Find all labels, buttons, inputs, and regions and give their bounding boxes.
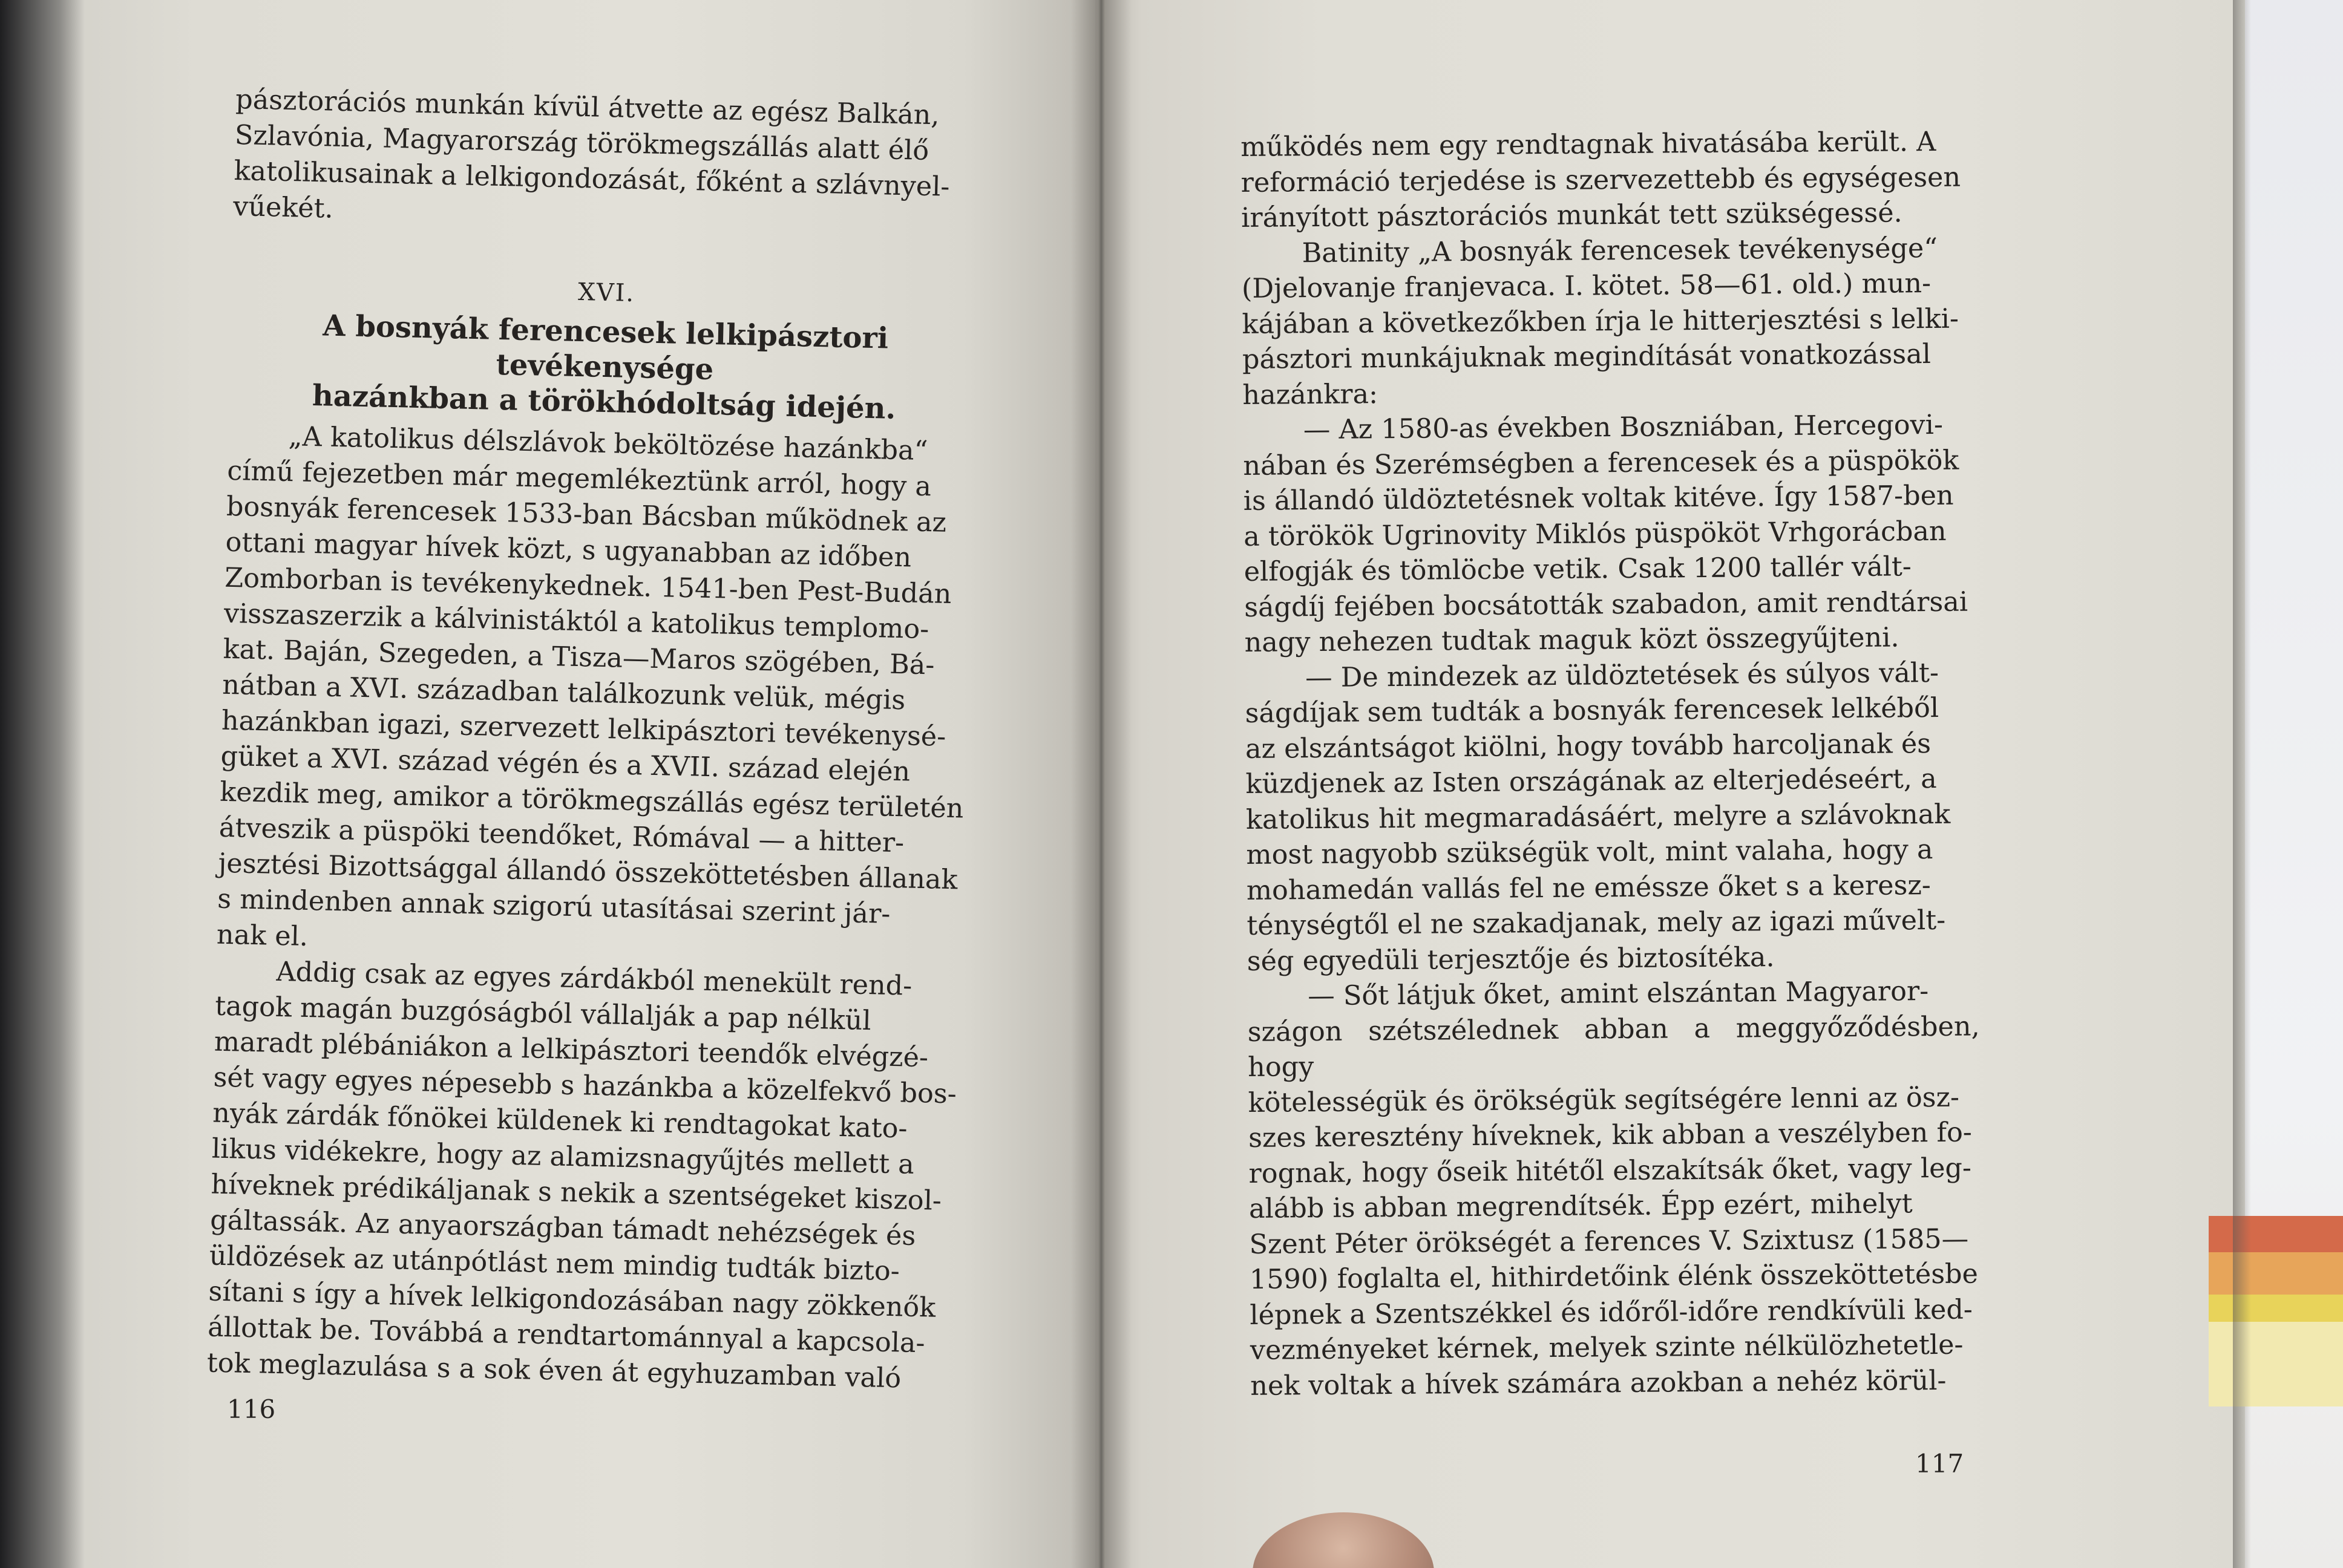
right-paragraph-4: — Sőt látjuk őket, amint elszántan Magyaror- szágon szétszélednek abban a meggyőződésben, hogy kötelességük és örökségük segítségére lenni az ösz- szes keresztény híveknek, kik abban a veszélyben fo- rognak, hogy őseik hitétől elszakítsák őket, vagy leg- alább is abban megrendítsék. Épp ezért, mihelyt Szent Péter örökségét a ferences V. Szixtusz (1585— 1590) foglalta el, hithirdetőink élénk összeköttetésbe lépnek a Szentszékkel és időről-időre rendkívüli ked- vezményeket kérnek, melyek szinte nélkülözhetetle- nek voltak a hívek számára azokban a nehéz körül- [1247,976,1980,1402]
right-paragraph-3: — De mindezek az üldöztetések és súlyos vált- ságdíjak sem tudták a bosnyák ferencesek lelkéből az elszántságot kiölni, hogy tovább harcoljanak és küzdjenek az Isten országának az elterjedéseért, a katolikus hit megmaradásáért, melyre a szlávoknak most nagyobb szükségük volt, mint valaha, hogy a mohamedán vallás fel ne emésszе őket s a keresz- ténységtől el ne szakadjanak, mely az igazi művelt- ség egyedüli terjesztője és biztosítéka. [1245,657,1951,977]
right-page-edge-shadow [2233,0,2251,1568]
right-paragraph-continued: működés nem egy rendtagnak hivatásába került. A reformáció terjedése is szervezettebb és egységesen irányított pásztorációs munkát tett szükségessé. [1240,126,1961,234]
background-stripe-cream [2209,1322,2343,1406]
background-stripe-orange [2209,1252,2343,1295]
background-stripe-yellow [2209,1295,2343,1322]
left-paragraph-1: „A katolikus délszlávok beköltözése hazánkba“ című fejezetben már megemlékeztünk arról, hogy a bosnyák ferencesek 1533-ban Bácsban működnek az ottani magyar hívek közt, s ugyanabban az időben Zomborban is tevékenykednek. 1541-ben Pest-Budán visszaszerzik a kálvinistáktól a katolikus templomo- kat. Baján, Szegeden, a Tisza—Maros szögében, Bá- nátban a XVI. században találkozunk velük, mégis hazánkban igazi, szervezett lelkipásztori tevékenysé- güket a XVI. század végén és a XVII. század elején kezdik meg, amikor a törökmegszállás egész területén átveszik a püspöki teendőket, Rómával — a hitter- jesztési Bizottsággal állandó összeköttetésben állanak s mindenben annak szigorú utasításai szerint jár- nak el. [216,421,965,953]
right-paragraph-1: Batinity „A bosnyák ferencesek tevékenysége“ (Djelovanje franjevaca. I. kötet. 58—61. old.) mun- kájában a következőkben írja le hitterjesztési s lelki- pásztori munkájuknak megindítását vonatkozással hazánkra: [1241,232,1959,411]
left-page [0,0,1095,1568]
chapter-number: XVI. [577,278,635,308]
left-paragraph-2: Addig csak az egyes zárdákból menekült rend- tagok magán buzgóságból vállalják a pap nélkül maradt plébániákon a lelkipásztori teendők elvégzé- sét vagy egyes népesebb s hazánkba a közelfekvő bos- nyák zárdák főnökei küldenek ki rendtagokat kato- likus vidékekre, hogy az alamizsnagyűjtés mellett a híveknek prédikáljanak s nekik a szentségeket kiszol- gáltassák. Az anyaországban támadt nehézségek és üldözések az utánpótlást nem mindig tudták bizto- sítani s így a hívek lelkigondozásában nagy zökkenők állottak be. Továbbá a rendtartománnyal a kapcsola- tok meglazulása s a sok éven át egyhuzamban való [206,956,957,1394]
left-page-number: 116 [227,1394,276,1424]
right-page-text [1240,124,1983,1403]
left-paragraph-continued: pásztorációs munkán kívül átvette az egész Balkán, Szlavónia, Magyarország törökmegszállás alatt élő katolikusainak a lelkigondozását, főként a szlávnyel- vűekét. [232,83,951,224]
background-stripe-red [2209,1216,2343,1252]
book-gutter [1071,0,1132,1568]
right-paragraph-2: — Az 1580-as években Boszniában, Hercegovi- nában és Szerémségben a ferencesek és a püspökök is állandó üldöztetésnek voltak kitéve. Így 1587-ben a törökök Ugrinovity Miklós püspököt Vrhgorácban elfogják és tömlöcbe vetik. Csak 1200 tallér vált- ságdíj fejében bocsátották szabadon, amit rendtársai nagy nehezen tudtak maguk közt összegyűjteni. [1243,409,1968,658]
right-page [1095,0,2245,1568]
right-page-number: 117 [1915,1449,1964,1478]
left-edge-shadow [0,0,85,1568]
left-page-text [206,82,986,1398]
chapter-title: A bosnyák ferencesek lelkipásztori tevékenysége hazánkban a törökhódoltság idején. [312,309,896,426]
